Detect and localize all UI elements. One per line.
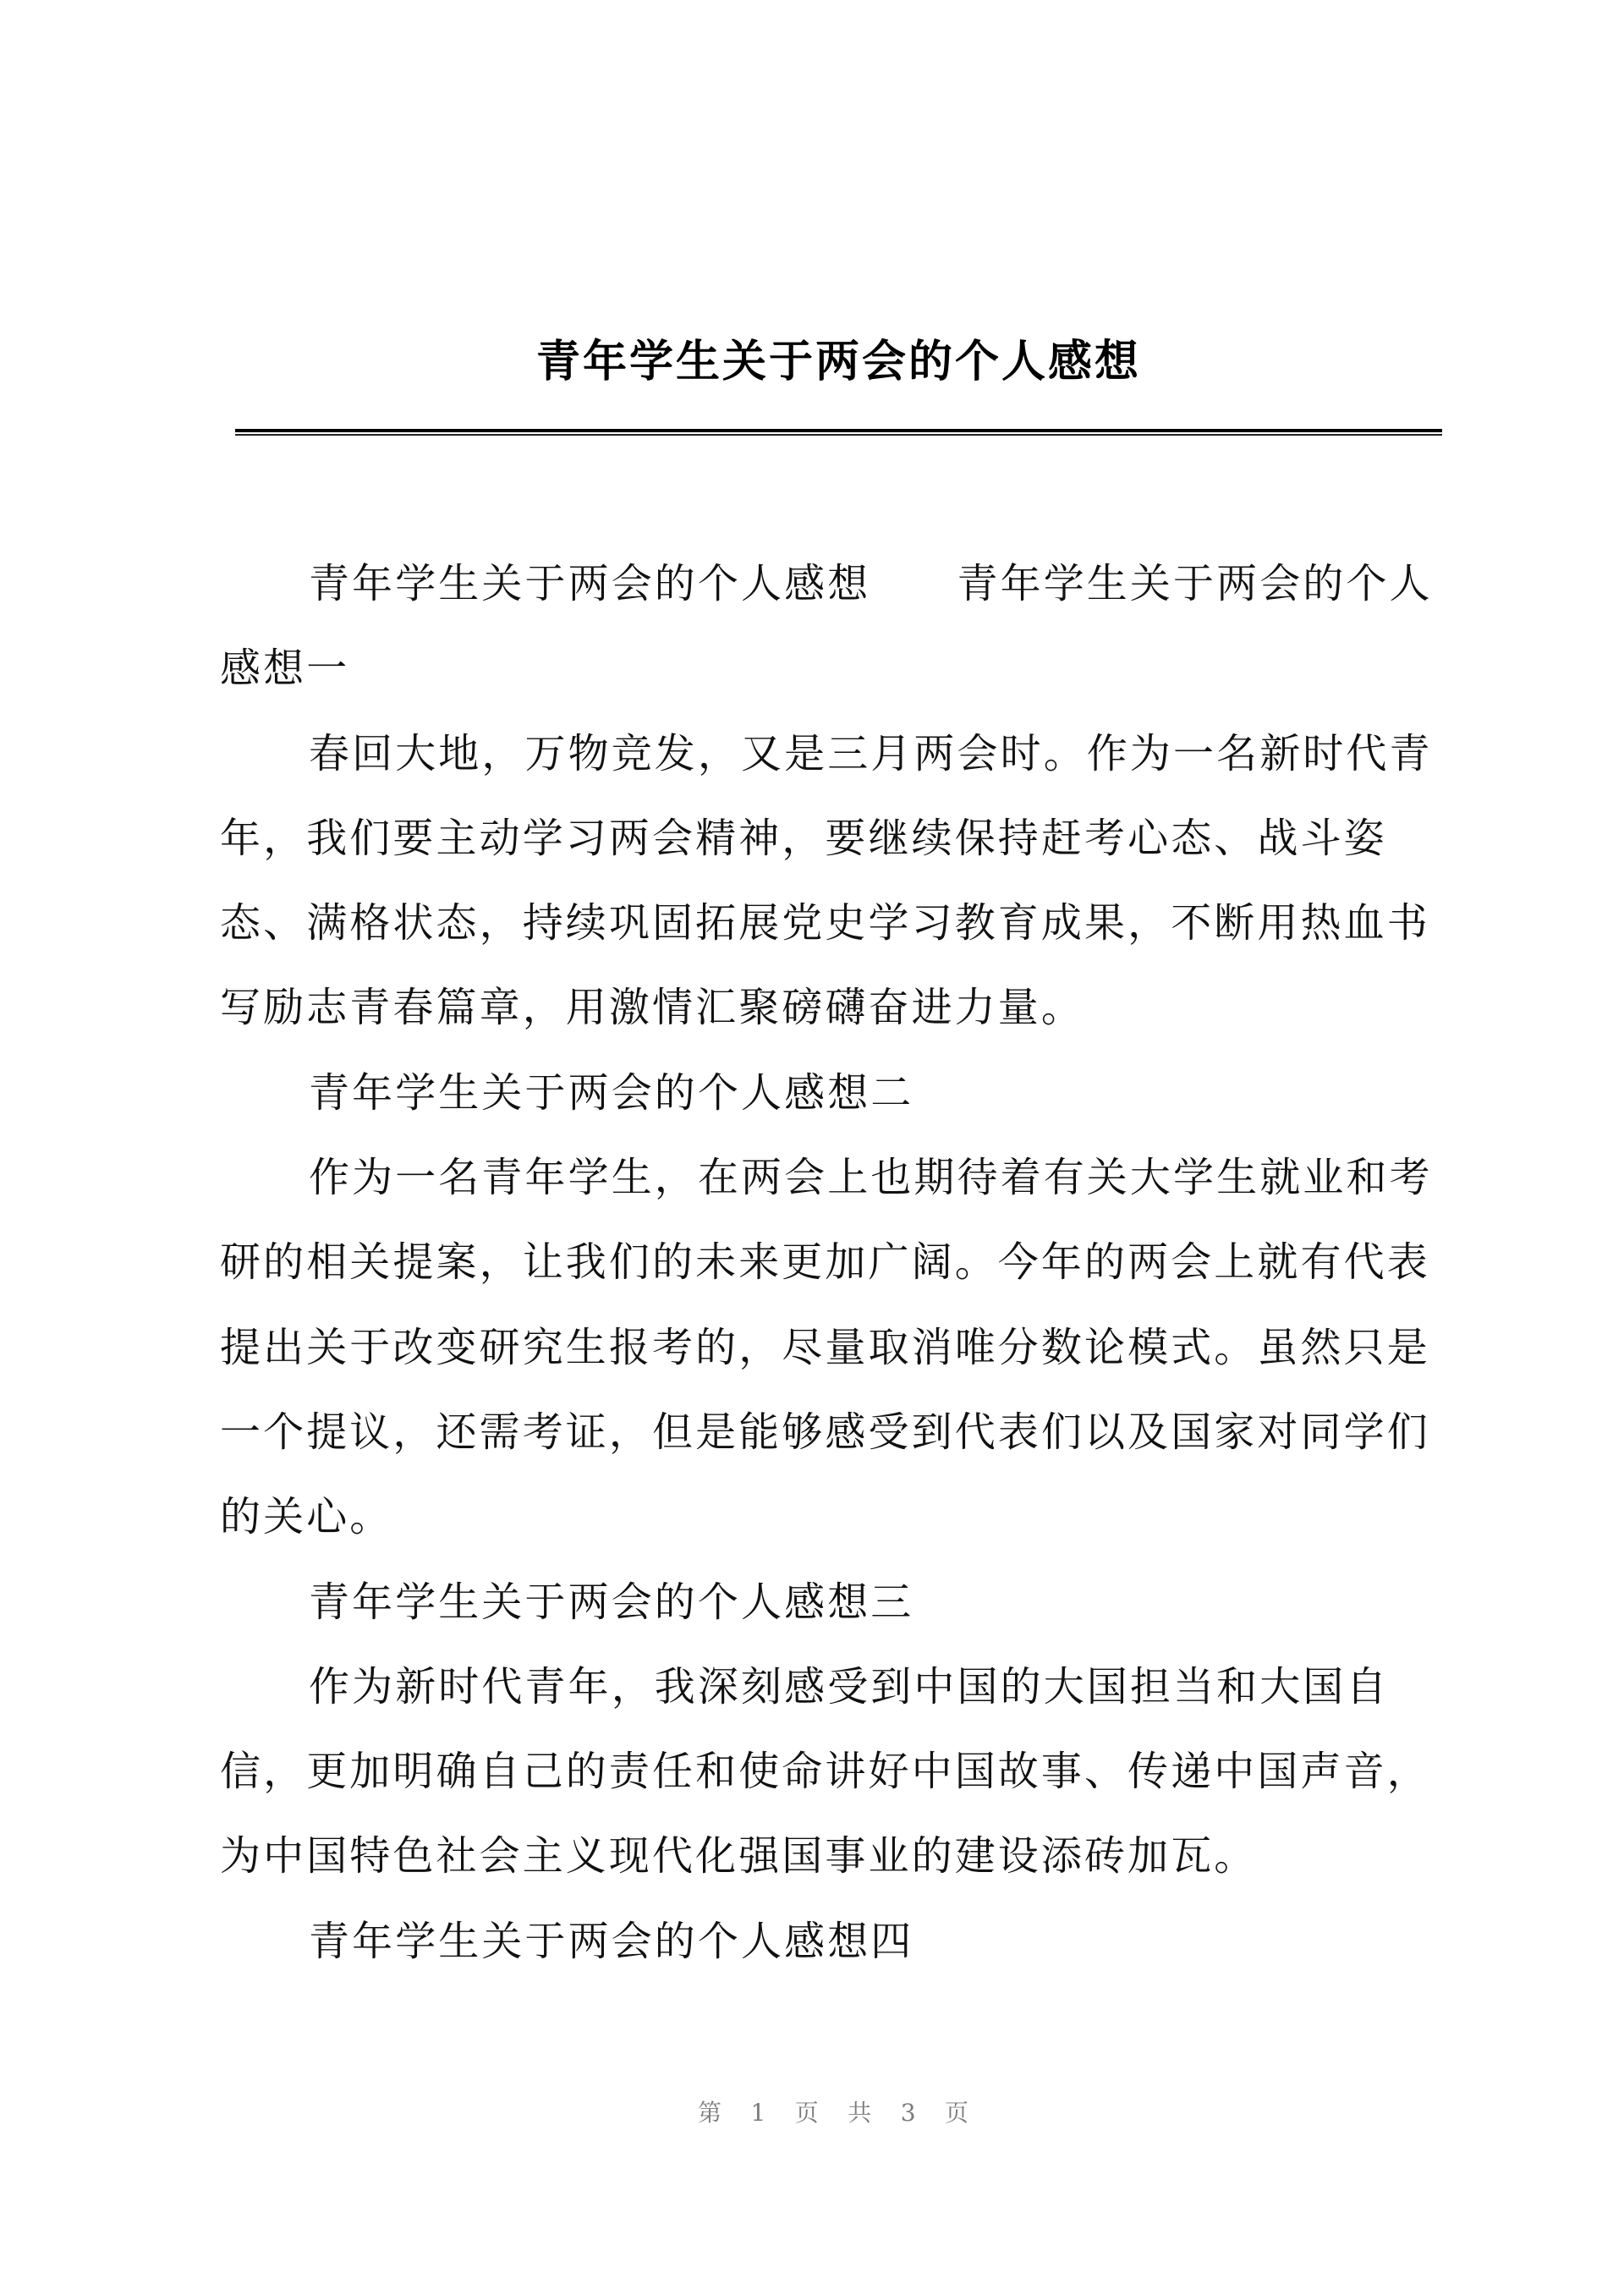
section-heading-3 xyxy=(220,1560,1455,1644)
title-rule-thick-line xyxy=(235,429,1442,432)
text-line: 的关心。 xyxy=(220,1493,393,1541)
text-line: 态、满格状态，持续巩固拓展党史学习教育成果，不断用热血书 xyxy=(220,899,1430,947)
heading-line: 青年学生关于两会的个人感想四 xyxy=(309,1917,914,1965)
text-line: 春回大地，万物竞发，又是三月两会时。作为一名新时代青 xyxy=(309,729,1433,777)
text-line: 研的相关提案，让我们的未来更加广阔。今年的两会上就有代表 xyxy=(220,1238,1430,1287)
text-line: 感想一 xyxy=(220,645,350,693)
text-line: 提出关于改变研究生报考的，尽量取消唯分数论模式。虽然只是 xyxy=(220,1323,1430,1371)
footer-total-label: 共 xyxy=(848,2099,872,2127)
text-line: 一个提议，还需考证，但是能够感受到代表们以及国家对同学们 xyxy=(220,1408,1430,1456)
text-line: 写励志青春篇章，用激情汇聚磅礴奋进力量。 xyxy=(220,984,1085,1032)
paragraph-reflection-1 xyxy=(220,711,1455,1051)
text-line: 作为一名青年学生，在两会上也期待着有关大学生就业和考 xyxy=(309,1154,1433,1202)
text-line: 为中国特色社会主义现代化强国事业的建设添砖加瓦。 xyxy=(220,1832,1258,1880)
current-page-number: 1 xyxy=(750,2099,766,2127)
document-title: 青年学生关于两会的个人感想 xyxy=(535,337,1141,387)
heading-line: 青年学生关于两会的个人感想二 xyxy=(309,1068,914,1117)
footer-prefix: 第 xyxy=(698,2099,722,2127)
title-rule-thin-line xyxy=(235,434,1442,436)
text-line: 信，更加明确自己的责任和使命讲好中国故事、传递中国声音， xyxy=(220,1748,1430,1796)
section-heading-4 xyxy=(220,1899,1455,1984)
document-body xyxy=(220,541,1455,1984)
footer-page-label: 页 xyxy=(794,2099,819,2127)
text-line: 年，我们要主动学习两会精神，要继续保持赶考心态、战斗姿 xyxy=(220,814,1387,862)
paragraph-reflection-3 xyxy=(220,1644,1455,1899)
page-footer xyxy=(0,2096,1624,2198)
total-pages-number: 3 xyxy=(900,2099,916,2127)
text-line: 青年学生关于两会的个人感想 青年学生关于两会的个人 xyxy=(309,560,1433,607)
paragraph-intro xyxy=(220,541,1455,711)
page-number-indicator xyxy=(698,2096,968,2130)
footer-suffix: 页 xyxy=(944,2099,968,2127)
text-line: 作为新时代青年，我深刻感受到中国的大国担当和大国自 xyxy=(309,1662,1390,1710)
title-double-rule xyxy=(235,429,1442,436)
heading-line: 青年学生关于两会的个人感想三 xyxy=(309,1578,914,1626)
section-heading-2 xyxy=(220,1051,1455,1135)
paragraph-reflection-2 xyxy=(220,1135,1455,1559)
